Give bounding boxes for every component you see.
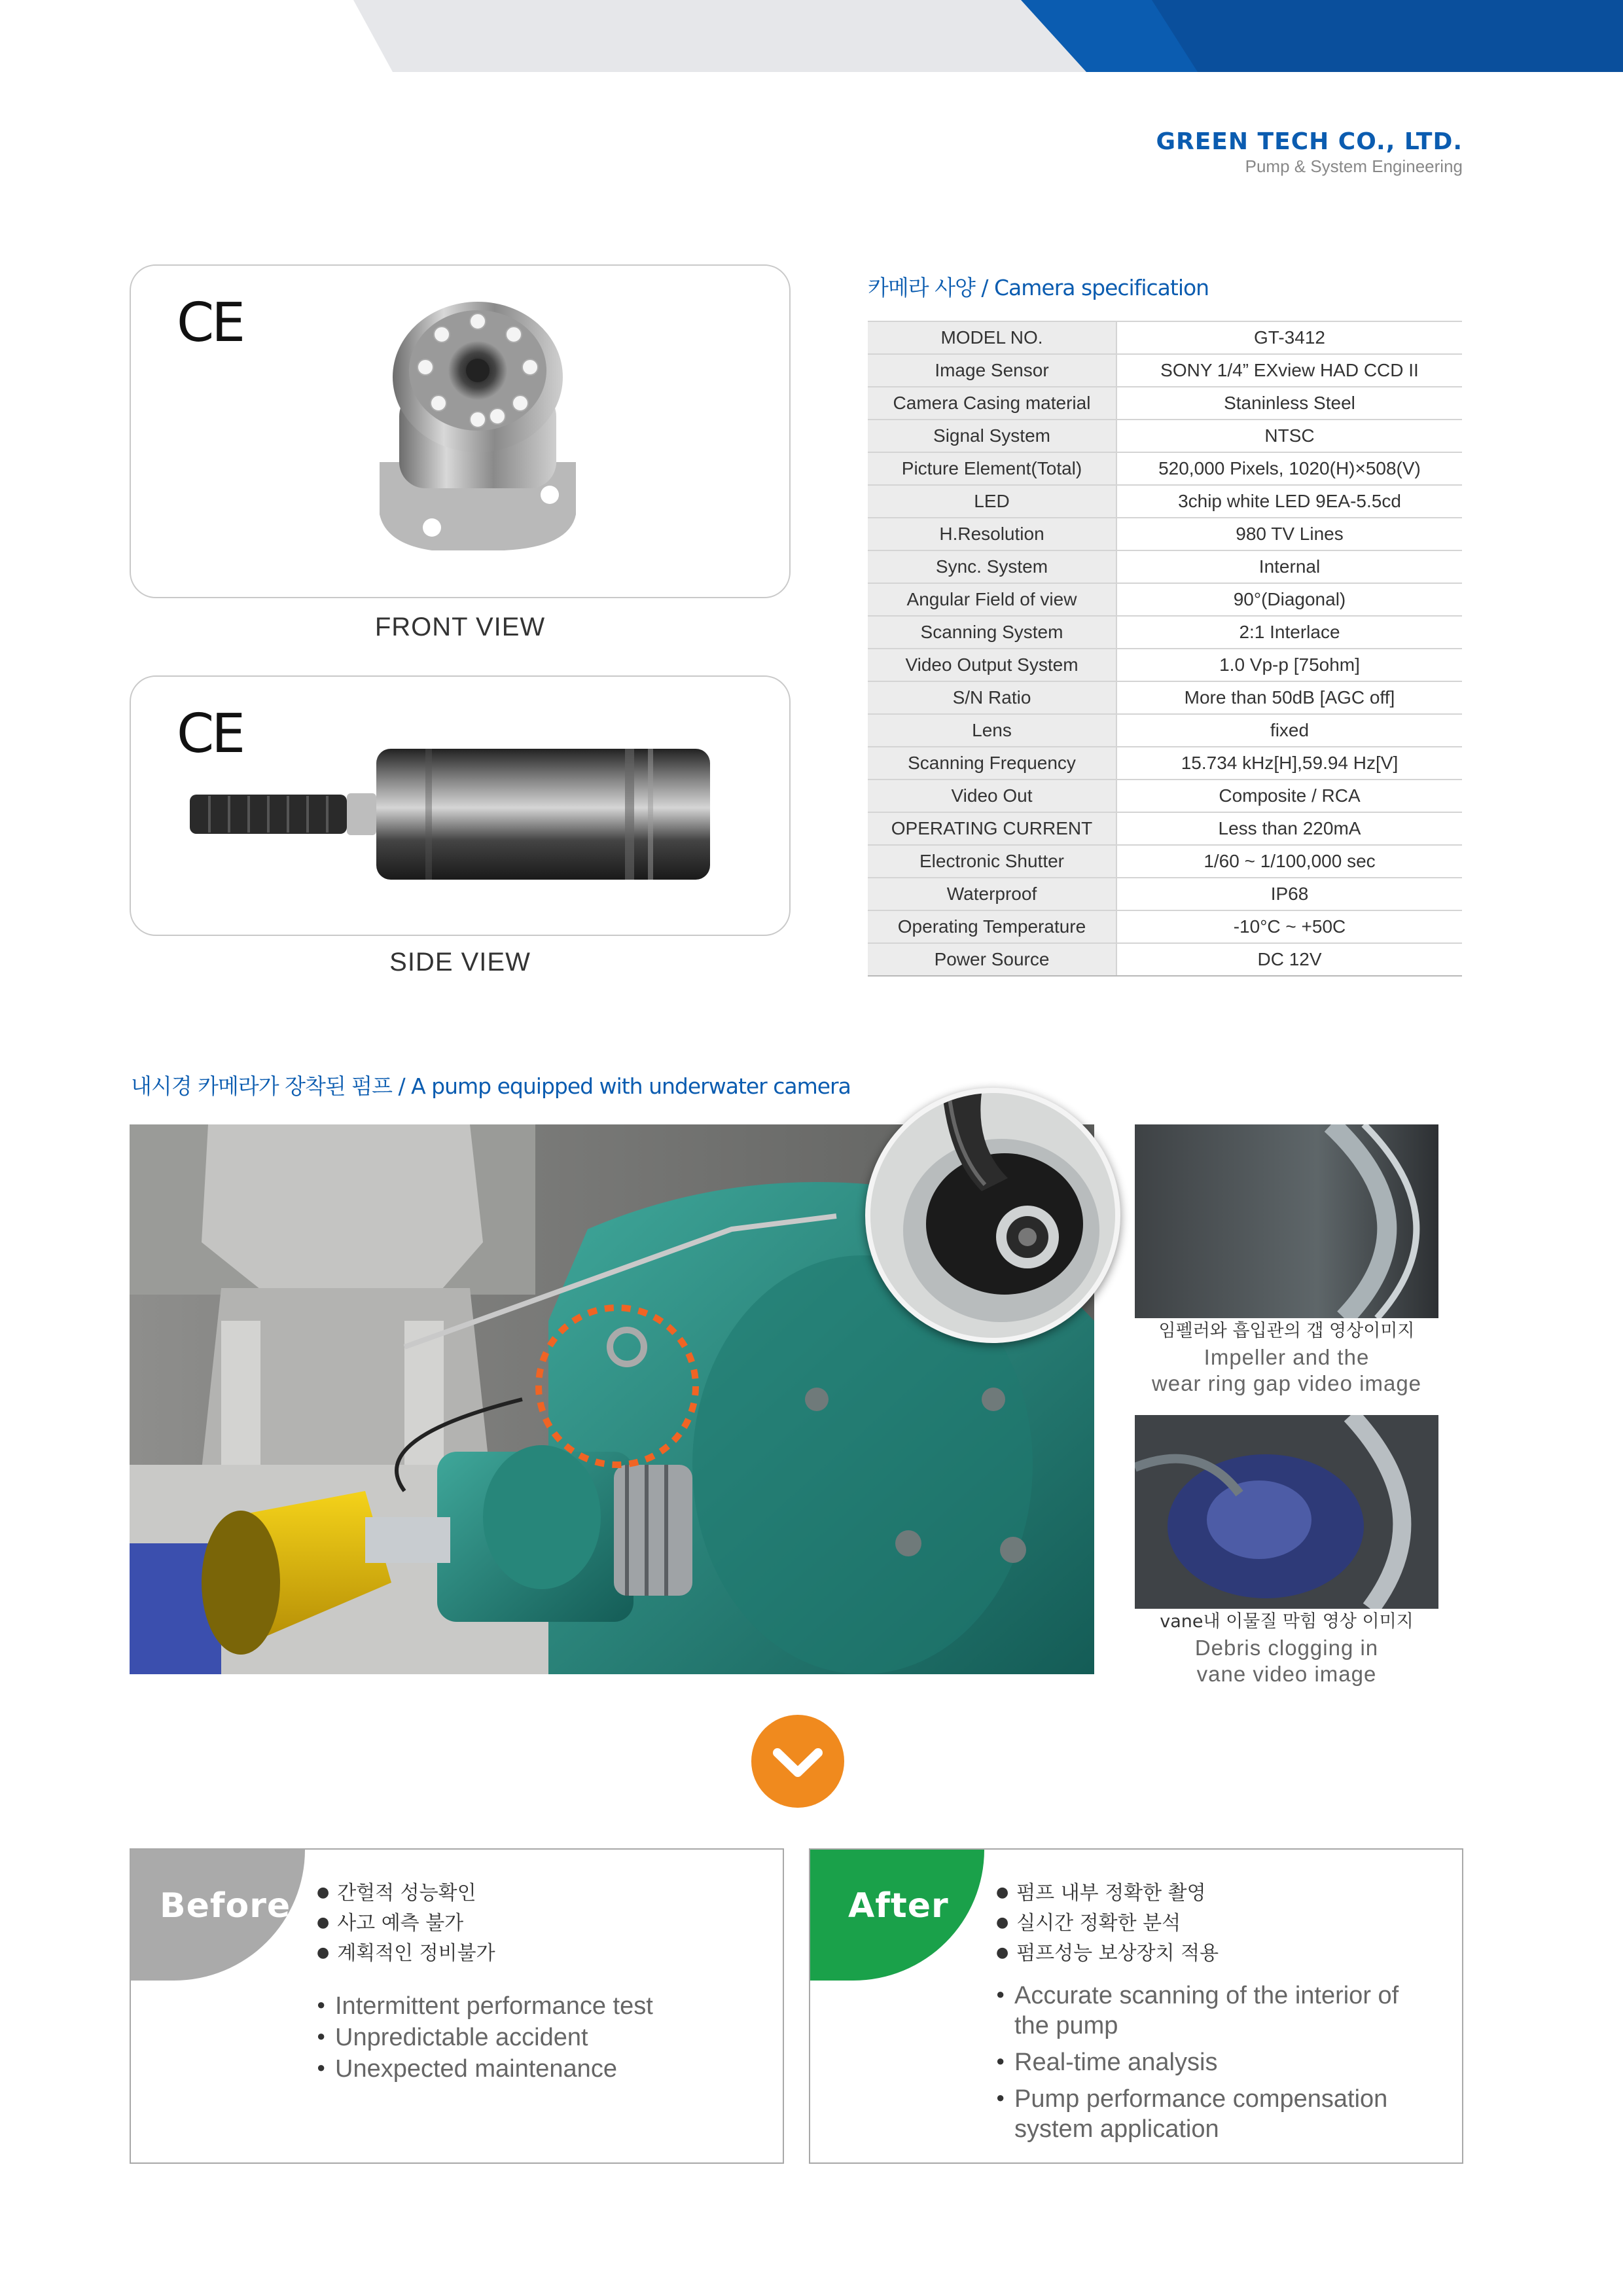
table-row [868,747,1462,780]
list-item-line: ● Pump performance compensation [1014,2085,1388,2113]
list-item [996,2084,1399,2144]
table-row [868,812,1462,845]
after-badge [809,1848,984,1981]
list-item: ● 펌프 내부 정확한 촬영 [996,1878,1219,1909]
list-item: ● Unexpected maintenance [317,2054,653,2084]
table-row [868,878,1462,910]
spec-key-cell: Electronic Shutter [868,845,1116,878]
spec-value-cell: 2:1 Interlace [1116,616,1462,649]
table-row [868,681,1462,714]
list-item [996,2047,1399,2077]
vane-caption-ko: vane내 이물질 막힘 영상 이미지 [1160,1611,1414,1632]
list-item: ● 간헐적 성능확인 [317,1878,495,1909]
camera-closeup-circle [865,1088,1120,1343]
before-en-list [317,1991,653,2085]
company-name: GREEN TECH CO., LTD. [1156,128,1463,155]
table-row [868,910,1462,943]
table-row [868,714,1462,747]
side-camera-image [190,742,726,899]
vane-caption-en-2: vane video image [1196,1662,1377,1686]
spec-key-cell: Scanning Frequency [868,747,1116,780]
table-row [868,485,1462,518]
spec-value-cell: DC 12V [1116,943,1462,976]
after-box [809,1848,1463,2164]
list-item: ● 실시간 정확한 분석 [996,1909,1219,1939]
spec-key-cell: Scanning System [868,616,1116,649]
spec-value-cell: 980 TV Lines [1116,518,1462,550]
table-row [868,452,1462,485]
list-item-line: ● Real-time analysis [1014,2049,1218,2076]
side-view-label: SIDE VIEW [389,948,531,977]
spec-value-cell: Internal [1116,550,1462,583]
spec-key-cell: OPERATING CURRENT [868,812,1116,845]
table-row [868,321,1462,354]
table-row [868,354,1462,387]
spec-value-cell: 1/60 ~ 1/100,000 sec [1116,845,1462,878]
before-box [130,1848,784,2164]
spec-value-cell: 15.734 kHz[H],59.94 Hz[V] [1116,747,1462,780]
spec-table [868,321,1462,977]
company-logo [1156,128,1463,177]
list-item: ● 계획적인 정비불가 [317,1939,495,1969]
list-item-line: system application [1014,2115,1219,2143]
before-label: Before [160,1886,291,1926]
spec-key-cell: Waterproof [868,878,1116,910]
table-row [868,387,1462,420]
chevron-down-icon [751,1715,844,1808]
spec-key-cell: Image Sensor [868,354,1116,387]
spec-value-cell: -10°C ~ +50C [1116,910,1462,943]
spec-key-cell: Sync. System [868,550,1116,583]
spec-key-cell: Angular Field of view [868,583,1116,616]
spec-value-cell: 3chip white LED 9EA-5.5cd [1116,485,1462,518]
spec-value-cell: Less than 220mA [1116,812,1462,845]
spec-key-cell: Video Output System [868,649,1116,681]
table-row [868,518,1462,550]
table-row [868,943,1462,976]
spec-value-cell: NTSC [1116,420,1462,452]
spec-value-cell: 90°(Diagonal) [1116,583,1462,616]
before-badge [130,1848,305,1981]
spec-key-cell: Camera Casing material [868,387,1116,420]
company-subtitle: Pump & System Engineering [1245,156,1463,176]
spec-key-cell: H.Resolution [868,518,1116,550]
spec-value-cell: fixed [1116,714,1462,747]
table-row [868,780,1462,812]
table-row [868,583,1462,616]
table-row [868,649,1462,681]
spec-key-cell: Power Source [868,943,1116,976]
spec-value-cell: 520,000 Pixels, 1020(H)×508(V) [1116,452,1462,485]
table-row [868,616,1462,649]
table-row [868,550,1462,583]
spec-key-cell: LED [868,485,1116,518]
ce-mark-side: CE [177,703,243,765]
spec-key-cell: MODEL NO. [868,321,1116,354]
pump-section-title: 내시경 카메라가 장착된 펌프 / A pump equipped with underwater camera [131,1073,851,1099]
spec-value-cell: SONY 1/4” EXview HAD CCD II [1116,354,1462,387]
spec-key-cell: Picture Element(Total) [868,452,1116,485]
vane-debris-caption [1113,1609,1461,1687]
list-item: ● Intermittent performance test [317,1991,653,2021]
front-view-box [130,264,791,598]
front-camera-image [373,298,582,554]
front-view-label: FRONT VIEW [374,613,546,641]
table-row [868,420,1462,452]
vane-caption-en-1: Debris clogging in [1194,1636,1379,1660]
table-row [868,845,1462,878]
list-item-line: the pump [1014,2012,1118,2039]
spec-key-cell: Video Out [868,780,1116,812]
impeller-caption-ko: 임펠러와 흡입관의 갭 영상이미지 [1158,1321,1415,1341]
impeller-caption-en-1: Impeller and the [1204,1345,1370,1369]
spec-title: 카메라 사양 / Camera specification [868,275,1209,300]
header-band-blue-dark [1152,0,1623,72]
vane-debris-image [1135,1415,1438,1609]
after-en-list [996,1981,1399,2151]
spec-value-cell: 1.0 Vp-p [75ohm] [1116,649,1462,681]
before-ko-list [317,1878,495,1969]
spec-key-cell: Signal System [868,420,1116,452]
list-item: ● 사고 예측 불가 [317,1909,495,1939]
list-item: ● Unpredictable accident [317,2022,653,2053]
list-item: ● 펌프성능 보상장치 적용 [996,1939,1219,1969]
after-label: After [848,1886,949,1926]
list-item [996,1981,1399,2041]
list-item-line: ● Accurate scanning of the interior of [1014,1982,1399,2009]
ce-mark-front: CE [177,292,243,354]
spec-value-cell: IP68 [1116,878,1462,910]
spec-value-cell: GT-3412 [1116,321,1462,354]
camera-closeup-image [870,1093,1115,1338]
impeller-gap-caption [1113,1318,1461,1397]
spec-value-cell: Staninless Steel [1116,387,1462,420]
spec-key-cell: Lens [868,714,1116,747]
impeller-caption-en-2: wear ring gap video image [1151,1371,1422,1395]
spec-value-cell: Composite / RCA [1116,780,1462,812]
spec-key-cell: S/N Ratio [868,681,1116,714]
side-view-box [130,675,791,936]
spec-key-cell: Operating Temperature [868,910,1116,943]
after-ko-list [996,1878,1219,1969]
spec-value-cell: More than 50dB [AGC off] [1116,681,1462,714]
impeller-gap-image [1135,1124,1438,1318]
